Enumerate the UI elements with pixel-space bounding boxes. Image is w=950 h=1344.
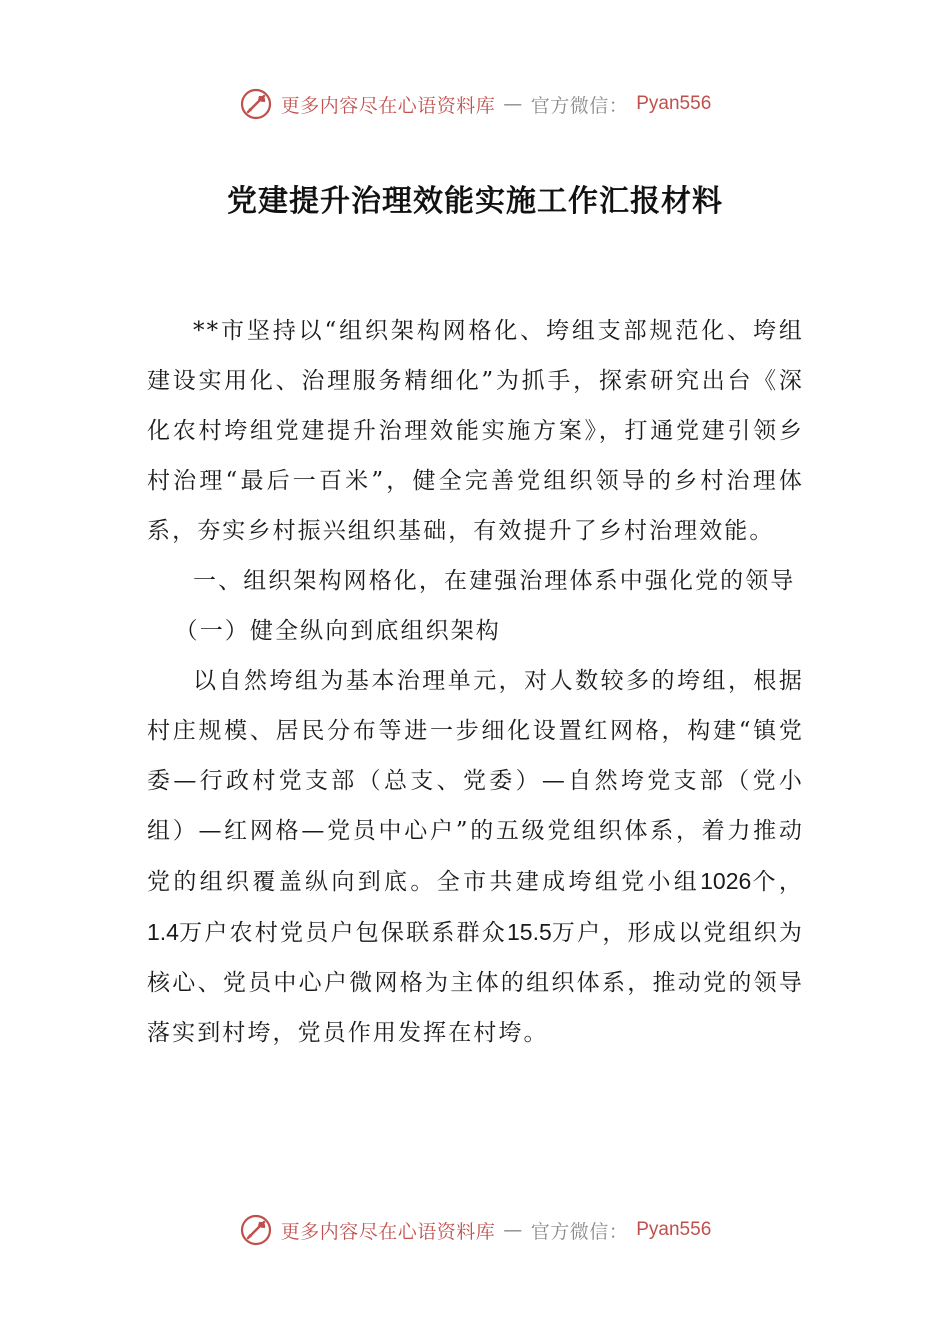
watermark-wechat-id: Pyan556 bbox=[636, 1219, 712, 1240]
watermark-dash: — bbox=[503, 93, 523, 115]
watermark-wechat-id: Pyan556 bbox=[636, 93, 712, 114]
stat-households: 1.4 bbox=[147, 919, 179, 945]
watermark-header bbox=[0, 84, 950, 124]
stat-groups-unit: 个， bbox=[751, 869, 804, 895]
stat-households-text: 万户农村党员户包保联系群众 bbox=[178, 920, 507, 946]
stat-masses: 15.5 bbox=[507, 919, 552, 945]
watermark-sub-text: 官方微信： bbox=[530, 1220, 629, 1243]
quill-logo-icon bbox=[239, 87, 273, 121]
subsection-heading-1: （一）健全纵向到底组织架构 bbox=[174, 618, 501, 644]
body-paragraph-1 bbox=[147, 656, 804, 1058]
body-paragraph-1-text: 以自然垮组为基本治理单元，对人数较多的垮组，根据村庄规模、居民分布等进一步细化设置红网格，构建“镇党委—行政村党支部（总支、党委）—自然垮党支部（党小组）—红网格—党员中心户”的五级党组织体系，着力推动党的组织覆盖纵向到底。全市共建成垮组党小组 bbox=[147, 668, 804, 895]
watermark-sub-text: 官方微信： bbox=[530, 94, 629, 117]
watermark-main-text: 更多内容尽在心语资料库 bbox=[280, 1220, 496, 1243]
quill-logo-icon bbox=[239, 1213, 273, 1247]
document-body bbox=[147, 306, 804, 1058]
stat-groups: 1026 bbox=[700, 868, 752, 894]
section-heading-1: 一、组织架构网格化，在建强治理体系中强化党的领导 bbox=[193, 568, 796, 594]
intro-paragraph: **市坚持以“组织架构网格化、垮组支部规范化、垮组建设实用化、治理服务精细化”为抓手，探索研究出台《深化农村垮组党建提升治理效能实施方案》，打通党建引领乡村治理“最后一百米”，健全完善党组织领导的乡村治理体系，夯实乡村振兴组织基础，有效提升了乡村治理效能。 bbox=[147, 318, 804, 544]
body-paragraph-1-tail: 万户，形成以党组织为核心、党员中心户微网格为主体的组织体系，推动党的领导落实到村垮，党员作用发挥在村垮。 bbox=[147, 920, 804, 1046]
watermark-footer bbox=[0, 1210, 950, 1250]
watermark-dash: — bbox=[503, 1219, 523, 1241]
watermark-main-text: 更多内容尽在心语资料库 bbox=[280, 94, 496, 117]
document-title: 党建提升治理效能实施工作汇报材料 bbox=[227, 184, 723, 219]
